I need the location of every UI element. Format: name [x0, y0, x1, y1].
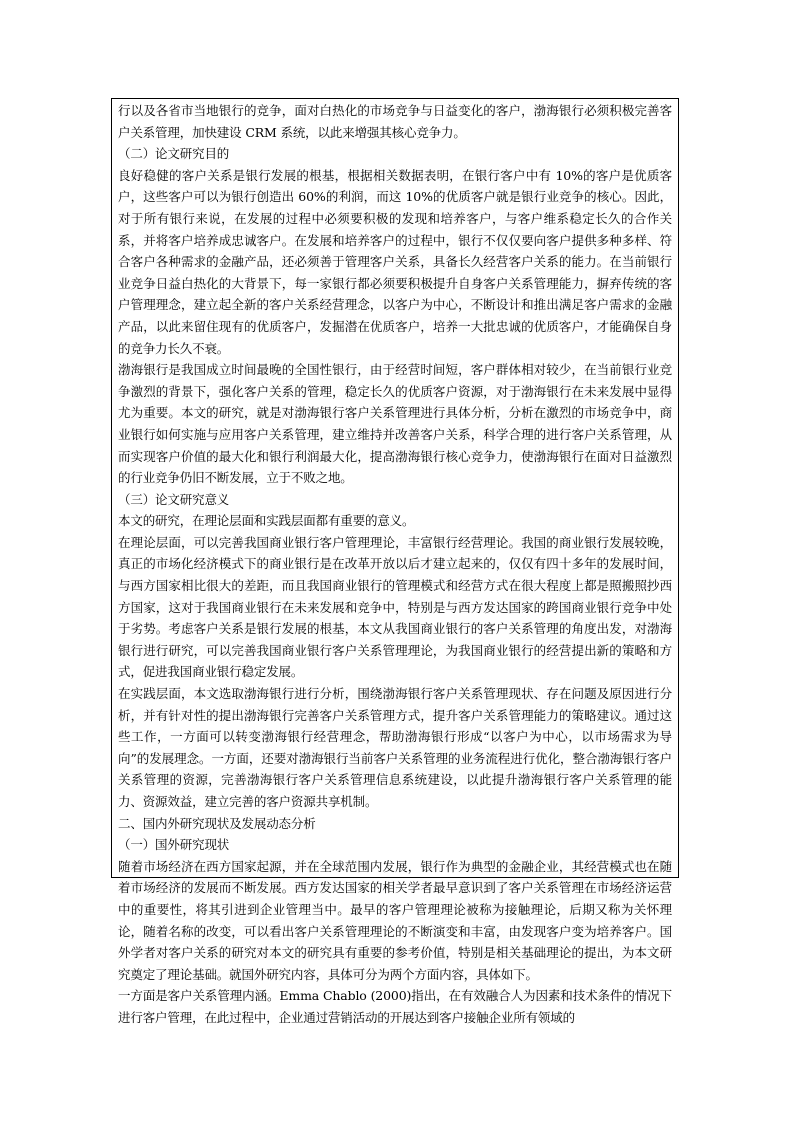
section-heading-research-purpose: （二）论文研究目的: [118, 146, 230, 162]
document-table-cell: [111, 98, 679, 1025]
paragraph-intro-continuation: 行以及各省市当地银行的竞争，面对白热化的市场竞争与日益变化的客户，渤海银行必须积极完善客户关系管理，加快建设 CRM 系统，以此来增强其核心竞争力。: [118, 103, 672, 140]
paragraph-crm-connotation: 一方面是客户关系管理内涵。Emma Chablo (2000)指出，在有效融合人为因素和技术条件的情况下进行客户管理，在此过程中，企业通过营销活动的开展达到客户接触企业所有领域的: [118, 988, 672, 1025]
paragraph-foreign-research: 随着市场经济在西方国家起源，并在全球范围内发展，银行作为典型的金融企业，其经营模式也在随着市场经济的发展而不断发展。西方发达国家的相关学者最早意识到了客户关系管理在市场经济运营中的重要性，将其引进到企业管理当中。最早的客户管理理论被称为接触理论，后期又称为关怀理论，随着名称的改变，可以看出客户关系管理理论的不断演变和丰富，由发现客户变为培养客户。国外学者对客户关系的研究对本文的研究具有重要的参考价值，特别是相关基础理论的提出，为本文研究奠定了理论基础。就国外研究内容，具体可分为两个方面内容，具体如下。: [118, 858, 672, 982]
chapter-heading-research-status: 二、国内外研究现状及发展动态分析: [118, 815, 316, 831]
paragraph-purpose-2: 渤海银行是我国成立时间最晚的全国性银行，由于经营时间短，客户群体相对较少，在当前银行业竞争激烈的背景下，强化客户关系的管理，稳定长久的优质客户资源，对于渤海银行在未来发展中显得尤为重要。本文的研究，就是对渤海银行客户关系管理进行具体分析，分析在激烈的市场竞争中，商业银行如何实施与应用客户关系管理，建立维持并改善客户关系，科学合理的进行客户关系管理，从而实现客户价值的最大化和银行利润最大化，提高渤海银行核心竞争力，使渤海银行在面对日益激烈的行业竞争仍旧不断发展，立于不败之地。: [118, 362, 672, 486]
section-heading-foreign-research: （一）国外研究现状: [118, 837, 230, 853]
paragraph-significance-practice: 在实践层面，本文选取渤海银行进行分析，围绕渤海银行客户关系管理现状、存在问题及原因进行分析，并有针对性的提出渤海银行完善客户关系管理方式，提升客户关系管理能力的策略建议。通过这些工作，一方面可以转变渤海银行经营理念，帮助渤海银行形成“以客户为中心，以市场需求为导向”的发展理念。一方面，还要对渤海银行当前客户关系管理的业务流程进行优化，整合渤海银行客户关系管理的资源，完善渤海银行客户关系管理信息系统建设，以此提升渤海银行客户关系管理的能力、资源效益，建立完善的客户资源共享机制。: [118, 686, 672, 809]
paragraph-significance-theory: 在理论层面，可以完善我国商业银行客户管理理论，丰富银行经营理论。我国的商业银行发展较晚，真正的市场化经济模式下的商业银行是在改革开放以后才建立起来的，仅仅有四十多年的发展时间，与西方国家相比很大的差距，而且我国商业银行的管理模式和经营方式在很大程度上都是照搬照抄西方国家，这对于我国商业银行在未来发展和竞争中，特别是与西方发达国家的跨国商业银行竞争中处于劣势。考虑客户关系是银行发展的根基，本文从我国商业银行的客户关系管理的角度出发，对渤海银行进行研究，可以完善我国商业银行客户关系管理理论，为我国商业银行的经营提出新的策略和方式，促进我国商业银行稳定发展。: [118, 534, 672, 680]
section-heading-research-significance: （三）论文研究意义: [118, 491, 230, 507]
paragraph-purpose-1: 良好稳健的客户关系是银行发展的根基，根据相关数据表明，在银行客户中有 10%的客户是优质客户，这些客户可以为银行创造出 60%的利润，而这 10%的优质客户就是银行业竞争的核心。因此，对于所有银行来说，在发展的过程中必须要积极的发现和培养客户，与客户维系稳定长久的合作关系，并将客户培养成忠诚客户。在发展和培养客户的过程中，银行不仅仅要向客户提供多种多样、符合客户各种需求的金融产品，还必须善于管理客户关系，具备长久经营客户关系的能力。在当前银行业竞争日益白热化的大背景下，每一家银行都必须要积极提升自身客户关系管理能力，摒弃传统的客户管理理念，建立起全新的客户关系经营理念，以客户为中心，不断设计和推出满足客户需求的金融产品，以此来留住现有的优质客户，发掘潜在优质客户，培养一大批忠诚的优质客户，才能确保自身的竞争力长久不衰。: [118, 167, 672, 356]
paragraph-significance-intro: 本文的研究，在理论层面和实践层面都有重要的意义。: [118, 513, 415, 529]
